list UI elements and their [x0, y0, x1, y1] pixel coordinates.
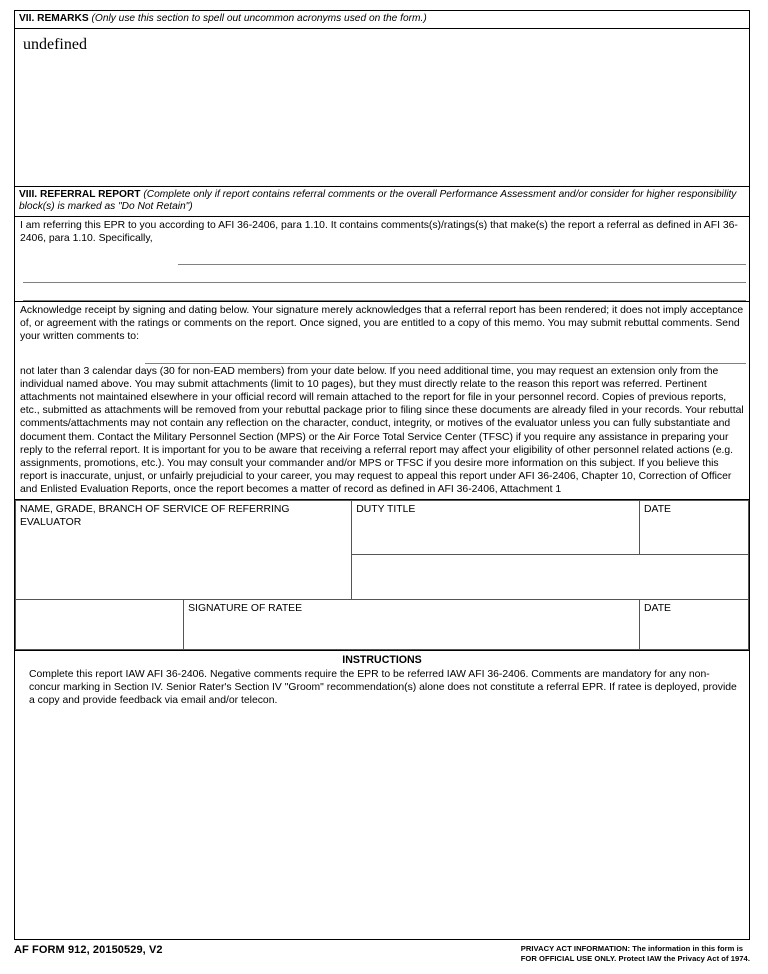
- evaluator-date-label: DATE: [644, 503, 671, 515]
- fill-rule-3: [23, 300, 746, 301]
- privacy-act-notice: [521, 944, 750, 964]
- section-viii-note: (Complete only if report contains referral comments or the overall Performance Assessment and/or consider for higher responsibility block(s) is marked as "Do Not Retain"): [19, 188, 737, 212]
- acknowledge-block: [15, 302, 749, 364]
- referral-fill-rules: [15, 247, 749, 301]
- rebuttal-block: [15, 364, 749, 499]
- instructions-title: INSTRUCTIONS: [342, 653, 422, 666]
- referral-statement-block: [15, 217, 749, 302]
- ratee-signature-cell[interactable]: [184, 599, 640, 649]
- blank-space: [15, 708, 749, 939]
- section-vii-title: REMARKS: [37, 13, 89, 24]
- fill-rule-2: [23, 282, 746, 283]
- rebuttal-text: not later than 3 calendar days (30 for non-EAD members) from your date below. If you need additional time, you may request an extension only from the individual named above. You may submit attachments (limit to 10 pages), but they must directly relate to the reason this report was referred. Pertinent attachments not maintained elsewhere in your official record will remain attached to the report for file in your personnel record. Copies of previous reports, etc., submitted as attachments will be removed from your rebuttal package prior to filing since these documents are already filed in your records. Your rebuttal comments/attachments may not contain any reflection on the character, conduct, integrity, or motives of the evaluator unless you can fully substantiate and document them. Contact the Military Personnel Section (MPS) or the Air Force Total Service Center (TFSC) if you require any assistance in preparing your reply to the referral report. It is important for you to be aware that receiving a referral report may affect your eligibility of other personnel related actions (e.g. assignments, promotions, etc.). You may consult your commander and/or MPS or TFSC if you desire more information on this subject. If you believe this report is inaccurate, unjust, or unfairly prejudicial to your career, you may request to appeal this report under AFI 36-2406, Chapter 10, Correction of Officer and Enlisted Evaluation Reports, once the report becomes a matter of record as defined in AFI 36-2406, Attachment 1: [20, 365, 744, 496]
- name-grade-label: NAME, GRADE, BRANCH OF SERVICE OF REFERRING EVALUATOR: [20, 503, 290, 529]
- signature-table-wrap: [15, 499, 749, 651]
- form-id-label: AF FORM 912, 20150529, V2: [14, 944, 163, 956]
- instructions-body: Complete this report IAW AFI 36-2406. Negative comments require the EPR to be referred IAW AFI 36-2406. Comments are mandatory for any non-concur marking in Section IV. Senior Rater's Section IV "Groom" recommendation(s) alone does not constitute a referral EPR. If ratee is deployed, provide a copy and provide feedback via email and/or telecon.: [29, 668, 737, 707]
- signature-ratee-label: SIGNATURE OF RATEE: [188, 602, 303, 614]
- instructions-block: [15, 651, 749, 708]
- table-row: [16, 500, 749, 554]
- section-viii-title: REFERRAL REPORT: [39, 188, 141, 200]
- comments-address-rule-row[interactable]: [15, 346, 749, 364]
- section-viii-number: VIII.: [19, 188, 38, 200]
- fill-rule-row-3[interactable]: [15, 283, 749, 301]
- privacy-line-2: FOR OFFICIAL USE ONLY. Protect IAW the Privacy Act of 1974.: [520, 954, 750, 963]
- acknowledge-text: Acknowledge receipt by signing and dating below. Your signature merely acknowledges that a referral report has been rendered; it does not imply acceptance of, or agreement with the ratings or comments on the report. Once signed, you are entitled to a copy of this memo. You may submit rebuttal comments. Send your written comments to:: [20, 304, 744, 343]
- privacy-line-1: PRIVACY ACT INFORMATION: The information in this form is: [520, 944, 744, 953]
- remarks-value: undefined: [23, 35, 87, 53]
- remarks-field[interactable]: [15, 29, 749, 187]
- fill-rule-row-1[interactable]: [15, 247, 749, 265]
- ratee-date-cell[interactable]: [640, 599, 749, 649]
- fill-rule-row-2[interactable]: [15, 265, 749, 283]
- section-vii-number: VII.: [19, 13, 35, 24]
- duty-title-label: DUTY TITLE: [356, 503, 416, 515]
- section-vii-header: [15, 11, 749, 29]
- signature-spacer-cell: [16, 599, 184, 649]
- evaluator-signature-cell[interactable]: [352, 554, 749, 599]
- signature-table: [15, 500, 749, 650]
- ratee-date-label: DATE: [644, 602, 671, 614]
- form-body: [14, 10, 750, 940]
- section-vii-note: (Only use this section to spell out uncommon acronyms used on the form.): [91, 13, 427, 24]
- table-row: [16, 599, 749, 649]
- form-footer: [14, 944, 750, 974]
- evaluator-date-cell[interactable]: [640, 500, 749, 554]
- section-viii-header: [15, 187, 749, 217]
- duty-title-cell[interactable]: [352, 500, 640, 554]
- fill-rule-1: [178, 264, 746, 265]
- name-grade-cell[interactable]: [16, 500, 352, 599]
- referral-statement-text: I am referring this EPR to you according to AFI 36-2406, para 1.10. It contains comments(s)/ratings(s) that make(s) the report a referral as defined in AFI 36-2406, para 1.10. Specifically,: [20, 219, 738, 244]
